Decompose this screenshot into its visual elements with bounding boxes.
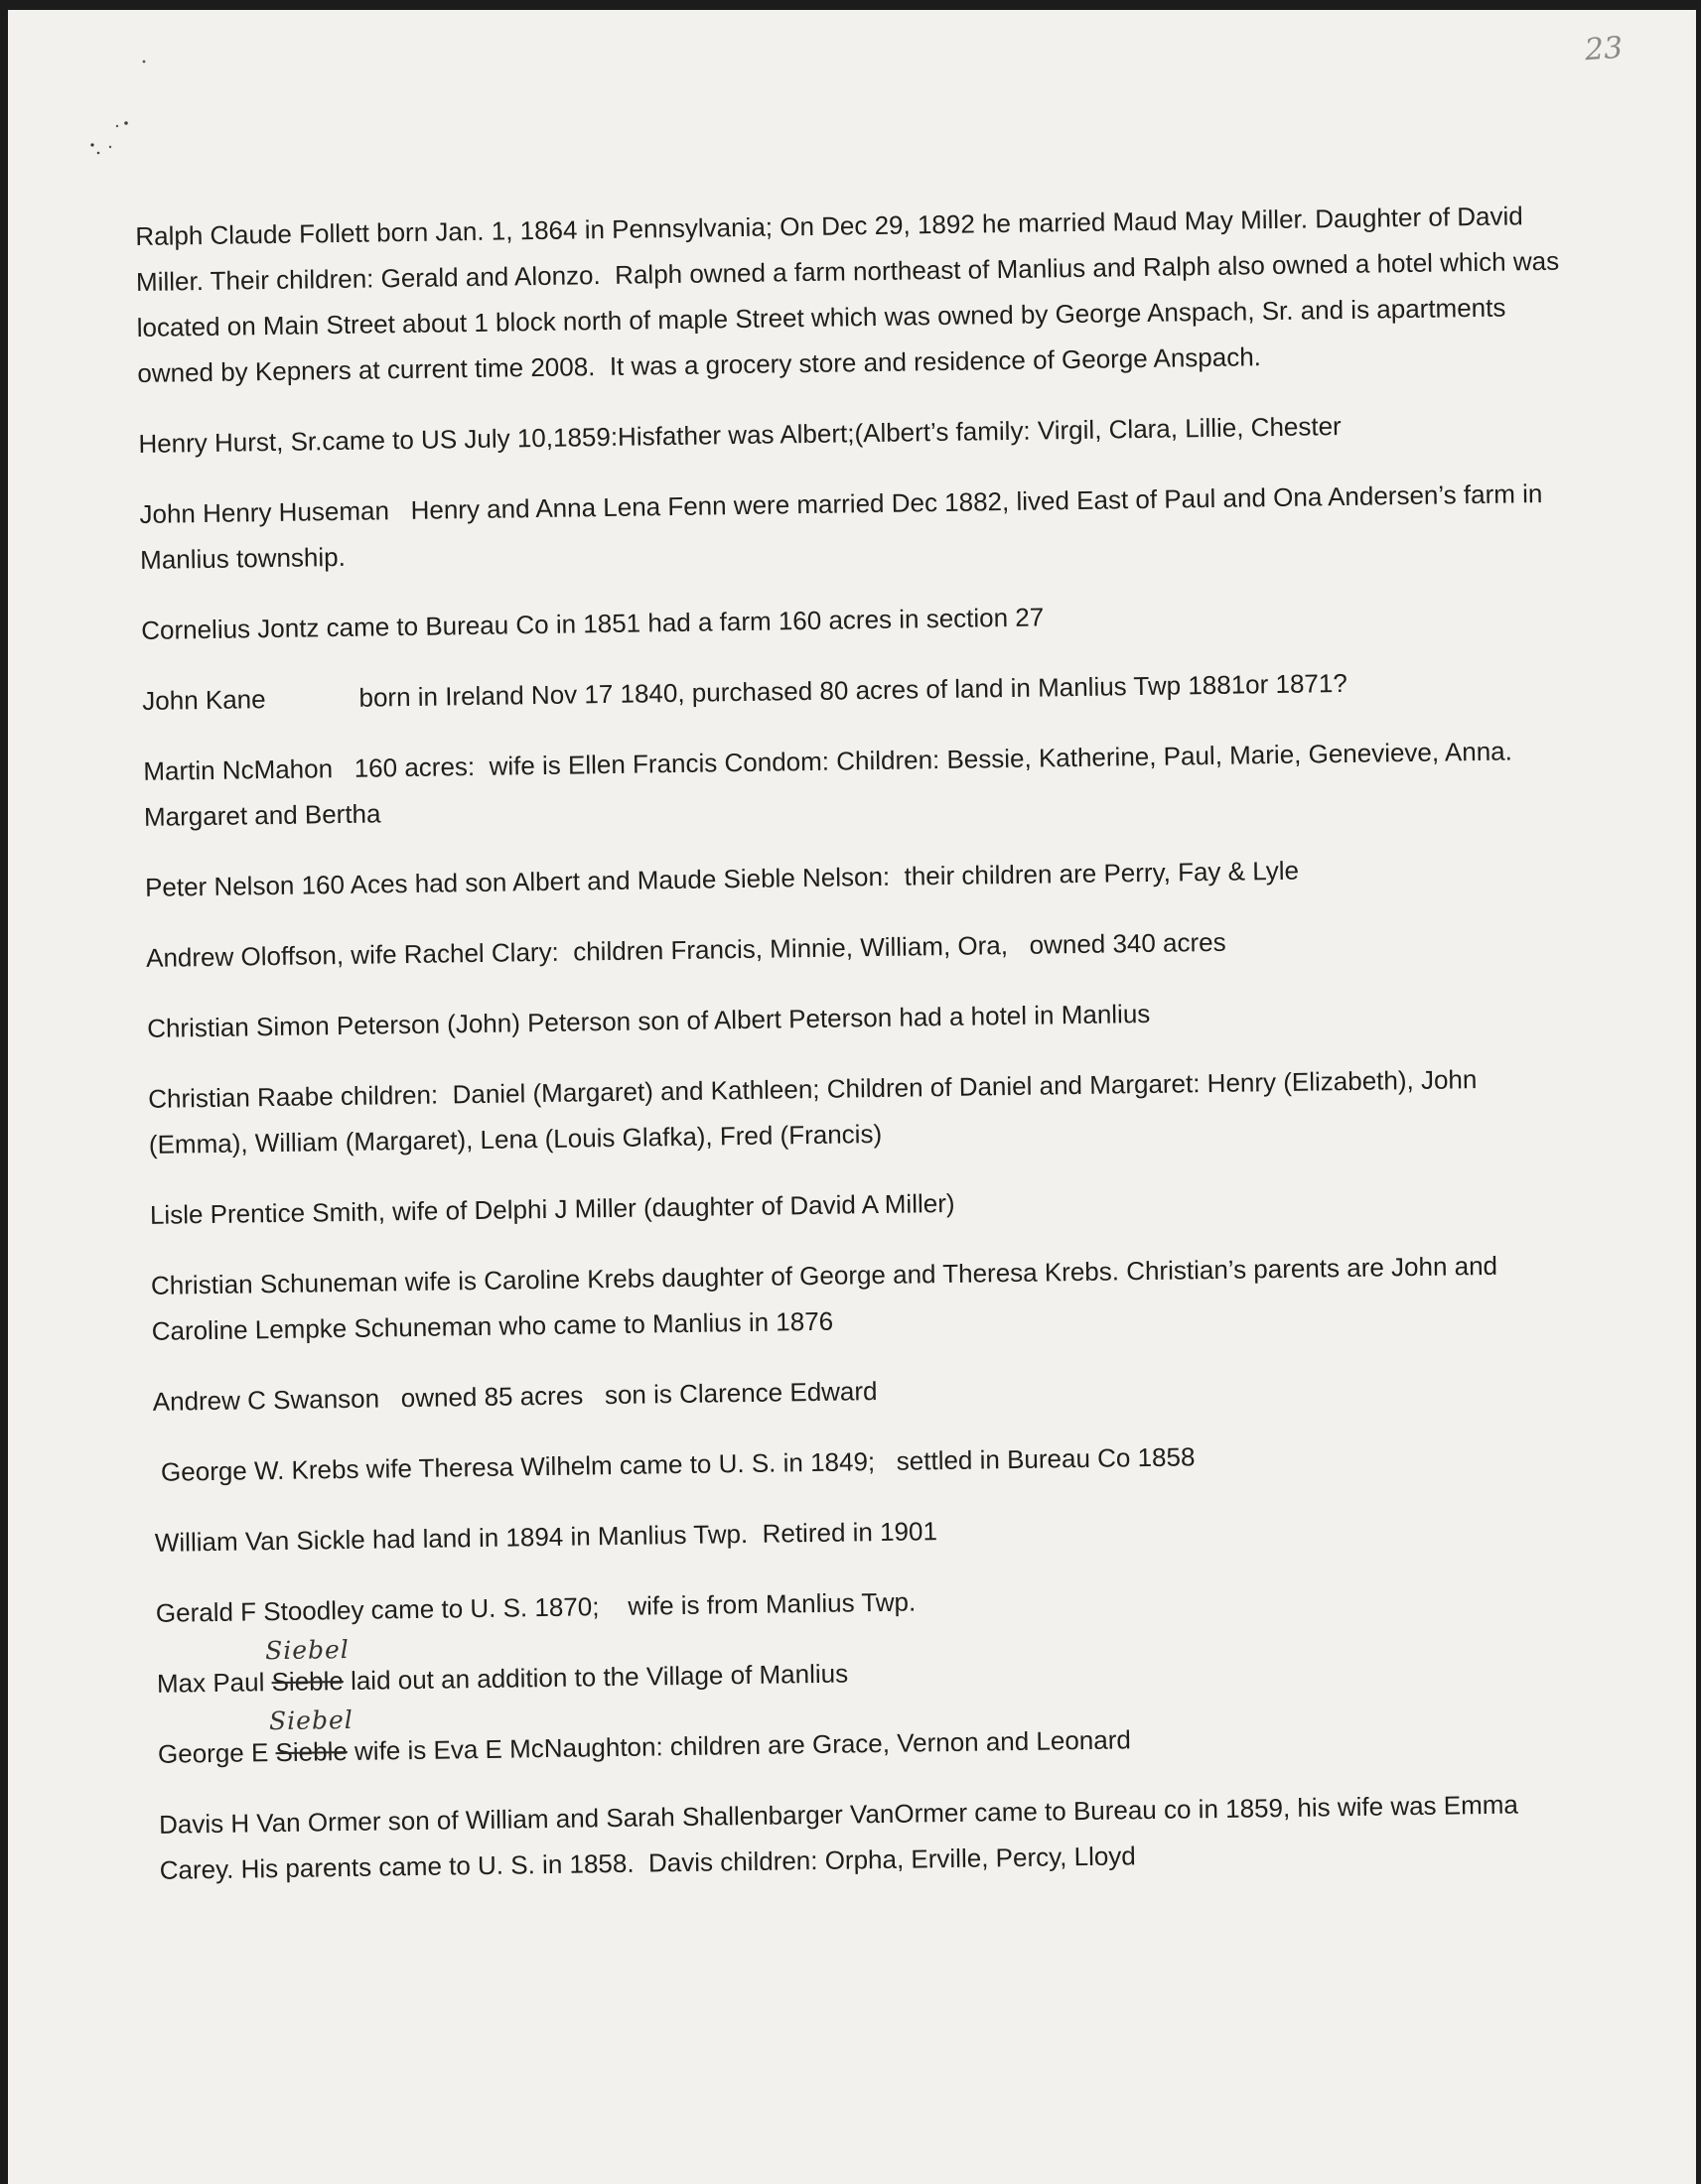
handwritten-correction: Siebel <box>268 1705 354 1736</box>
struck-surname <box>268 1705 354 1768</box>
entry-george-e-siebel <box>157 1705 1589 1776</box>
entry-ncmahon: Martin NcMahon 160 acres: wife is Ellen Francis Condom: Children: Bessie, Katherine, Paul, Marie, Genevieve, Anna. Margaret and Bertha <box>143 736 1520 832</box>
entry-kane: John Kane born in Ireland Nov 17 1840, purchased 80 acres of land in Manlius Twp 1881or 1871? <box>142 667 1348 716</box>
entry-max-paul-siebel <box>156 1634 1588 1706</box>
entry-oloffson: Andrew Oloffson, wife Rachel Clary: children Francis, Minnie, William, Ora, owned 340 acres <box>145 926 1226 973</box>
struck-surname-text: Sieble <box>271 1666 345 1698</box>
entry-text-start: Max Paul <box>156 1667 272 1699</box>
document-page <box>8 10 1696 2184</box>
entry-text-start: George E <box>157 1737 276 1769</box>
entry-schuneman: Christian Schuneman wife is Caroline Krebs daughter of George and Theresa Krebs. Christian’s parents are John and Caroline Lempke Schuneman who came to Manlius in 1876 <box>150 1250 1505 1346</box>
scanner-specks <box>77 50 197 179</box>
handwritten-correction: Siebel <box>264 1634 351 1666</box>
entry-nelson: Peter Nelson 160 Aces had son Albert and Maude Sieble Nelson: their children are Perry, Fay & Lyle <box>144 855 1300 902</box>
entry-stoodley: Gerald F Stoodley came to U. S. 1870; wife is from Manlius Twp. <box>155 1586 917 1628</box>
entry-jontz: Cornelius Jontz came to Bureau Co in 1851 had a farm 160 acres in section 27 <box>141 602 1045 645</box>
entry-van-ormer: Davis H Van Ormer son of William and Sarah Shallenbarger VanOrmer came to Bureau co in 1859, his wife was Emma Carey. His parents came to U. S. in 1858. Davis children: Orpha, Erville, Percy, Lloyd <box>158 1789 1526 1885</box>
entry-krebs: George W. Krebs wife Theresa Wilhelm came to U. S. in 1849; settled in Bureau Co 1858 <box>153 1441 1196 1487</box>
entry-text-end: laid out an addition to the Village of Manlius <box>343 1658 849 1697</box>
entry-text-end: wife is Eva E McNaughton: children are Grace, Vernon and Leonard <box>347 1724 1132 1766</box>
entry-follett: Ralph Claude Follett born Jan. 1, 1864 in Pennsylvania; On Dec 29, 1892 he married Maud May Miller. Daughter of David Miller. Their children: Gerald and Alonzo. Ralph owned a farm northeast of Manlius and Ralph also owned a hotel which was located on Main Street about 1 block north of maple Street which was owned by George Anspach, Sr. and is apartments owned by Kepners at current time 2008. It was a grocery store and residence of George Anspach. <box>135 201 1567 388</box>
entry-van-sickle: William Van Sickle had land in 1894 in Manlius Twp. Retired in 1901 <box>154 1516 938 1558</box>
struck-surname-text: Sieble <box>275 1736 349 1768</box>
entries-list <box>135 193 1590 1918</box>
entry-hurst: Henry Hurst, Sr.came to US July 10,1859:Hisfather was Albert;(Albert’s family: Virgil, Clara, Lillie, Chester <box>138 411 1342 459</box>
entry-raabe: Christian Raabe children: Daniel (Margaret) and Kathleen; Children of Daniel and Margaret: Henry (Elizabeth), John (Emma), William (Margaret), Lena (Louis Glafka), Fred (Francis) <box>148 1063 1485 1160</box>
entry-huseman: John Henry Huseman Henry and Anna Lena Fenn were married Dec 1882, lived East of Paul and Ona Andersen’s farm in Manlius township. <box>139 478 1550 575</box>
handwritten-page-number: 23 <box>1583 30 1625 68</box>
entry-peterson: Christian Simon Peterson (John) Peterson son of Albert Peterson had a hotel in Manlius <box>146 998 1151 1043</box>
entry-smith: Lisle Prentice Smith, wife of Delphi J Miller (daughter of David A Miller) <box>149 1187 955 1230</box>
entry-swanson: Andrew C Swanson owned 85 acres son is Clarence Edward <box>152 1376 878 1417</box>
struck-surname <box>264 1634 351 1698</box>
